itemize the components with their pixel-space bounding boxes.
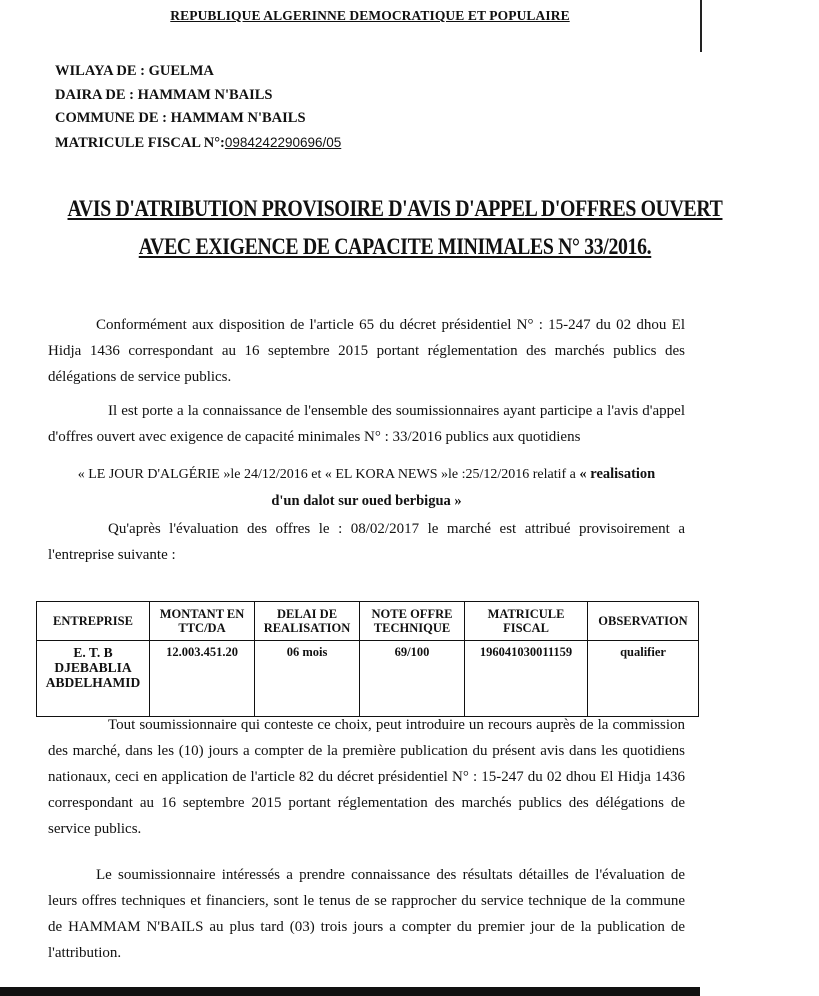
- project-line: d'un dalot sur oued berbigua »: [271, 493, 462, 509]
- paragraph-notification-text: Il est porte a la connaissance de l'ensemble des soumissionnaires ayant participe a l'avis d'appel d'offres ouvert avec exigence de capacité minimales N° : 33/2016 publics aux quotidiens: [48, 403, 685, 445]
- paragraph-results: [48, 862, 685, 966]
- project-open: « realisation: [579, 466, 656, 482]
- header-matricule: MATRICULE FISCAL: [465, 602, 588, 641]
- header-note: NOTE OFFRE TECHNIQUE: [360, 602, 465, 641]
- entreprise-line-3: ABDELHAMID: [45, 675, 141, 690]
- paragraph-recourse-text: Tout soumissionnaire qui conteste ce choix, peut introduire un recours auprès de la commission des marché, dans les (10) jours a compter de la première publication du présent avis dans les quotidiens nationaux, ceci en application de l'article 82 du décret présidentiel N° : 15-247 du 02 dhou El Hidja 1436 correspondant au 16 septembre 2015 portant réglementation des marchés publics des délégations de service publics.: [48, 717, 685, 837]
- republic-heading: REPUBLIQUE ALGERINNE DEMOCRATIQUE ET POPULAIRE: [170, 8, 570, 23]
- notice-title-line-1: AVIS D'ATRIBUTION PROVISOIRE D'AVIS D'APPEL D'OFFRES OUVERT: [67, 196, 723, 221]
- cell-montant: 12.003.451.20: [150, 641, 255, 717]
- commune-line: COMMUNE DE : HAMMAM N'BAILS: [55, 110, 306, 126]
- administrative-block: [55, 60, 341, 155]
- notice-title-line-2: AVEC EXIGENCE DE CAPACITE MINIMALES N° 33/2016.: [138, 234, 652, 259]
- paragraph-results-text: Le soumissionnaire intéressés a prendre connaissance des résultats détailles de l'évaluation de leurs offres techniques et financiers, sont le tenus de se rapprocher du service technique de la commune de HAMMAM N'BAILS au plus tard (03) trois jours a compter du premier jour de la publication de l'attribution.: [48, 867, 685, 961]
- press-line: [48, 461, 685, 488]
- cell-observation: qualifier: [588, 641, 699, 717]
- scan-bottom-bar: [0, 987, 700, 996]
- entreprise-line-1: E. T. B: [73, 645, 113, 660]
- paragraph-legal-basis: [48, 312, 685, 390]
- paragraph-notification: [48, 398, 685, 450]
- entreprise-line-2: DJEBABLIA: [54, 660, 132, 675]
- paragraph-evaluation-text: Qu'après l'évaluation des offres le : 08/02/2017 le marché est attribué provisoirement a l'entreprise suivante :: [48, 521, 685, 563]
- header-entreprise: ENTREPRISE: [37, 602, 150, 641]
- cell-matricule: 196041030011159: [465, 641, 588, 717]
- header-delai: DELAI DE REALISATION: [255, 602, 360, 641]
- fiscal-label: MATRICULE FISCAL N°:: [55, 134, 225, 151]
- table-header-row: [37, 602, 699, 641]
- daira-line: DAIRA DE : HAMMAM N'BAILS: [55, 86, 273, 103]
- header-observation: OBSERVATION: [588, 602, 699, 641]
- press-text: « LE JOUR D'ALGÉRIE »le 24/12/2016 et « EL KORA NEWS »le :25/12/2016 relatif a: [77, 467, 580, 482]
- cell-note: 69/100: [360, 641, 465, 717]
- wilaya-line: WILAYA DE : GUELMA: [55, 63, 214, 79]
- paragraph-evaluation: [48, 516, 685, 568]
- fiscal-line: [55, 131, 341, 156]
- award-table: [36, 601, 699, 717]
- paragraph-legal-basis-text: Conformément aux disposition de l'article 65 du décret présidentiel N° : 15-247 du 02 dhou El Hidja 1436 correspondant au 16 septembre 2015 portant réglementation des marchés publics des délégations de service publics.: [48, 317, 685, 385]
- fiscal-value: 0984242290696/05: [224, 134, 342, 150]
- cell-delai: 06 mois: [255, 641, 360, 717]
- header-montant: MONTANT EN TTC/DA: [150, 602, 255, 641]
- paragraph-recourse: [48, 712, 685, 842]
- table-row: [37, 641, 699, 717]
- cell-entreprise: [37, 641, 150, 717]
